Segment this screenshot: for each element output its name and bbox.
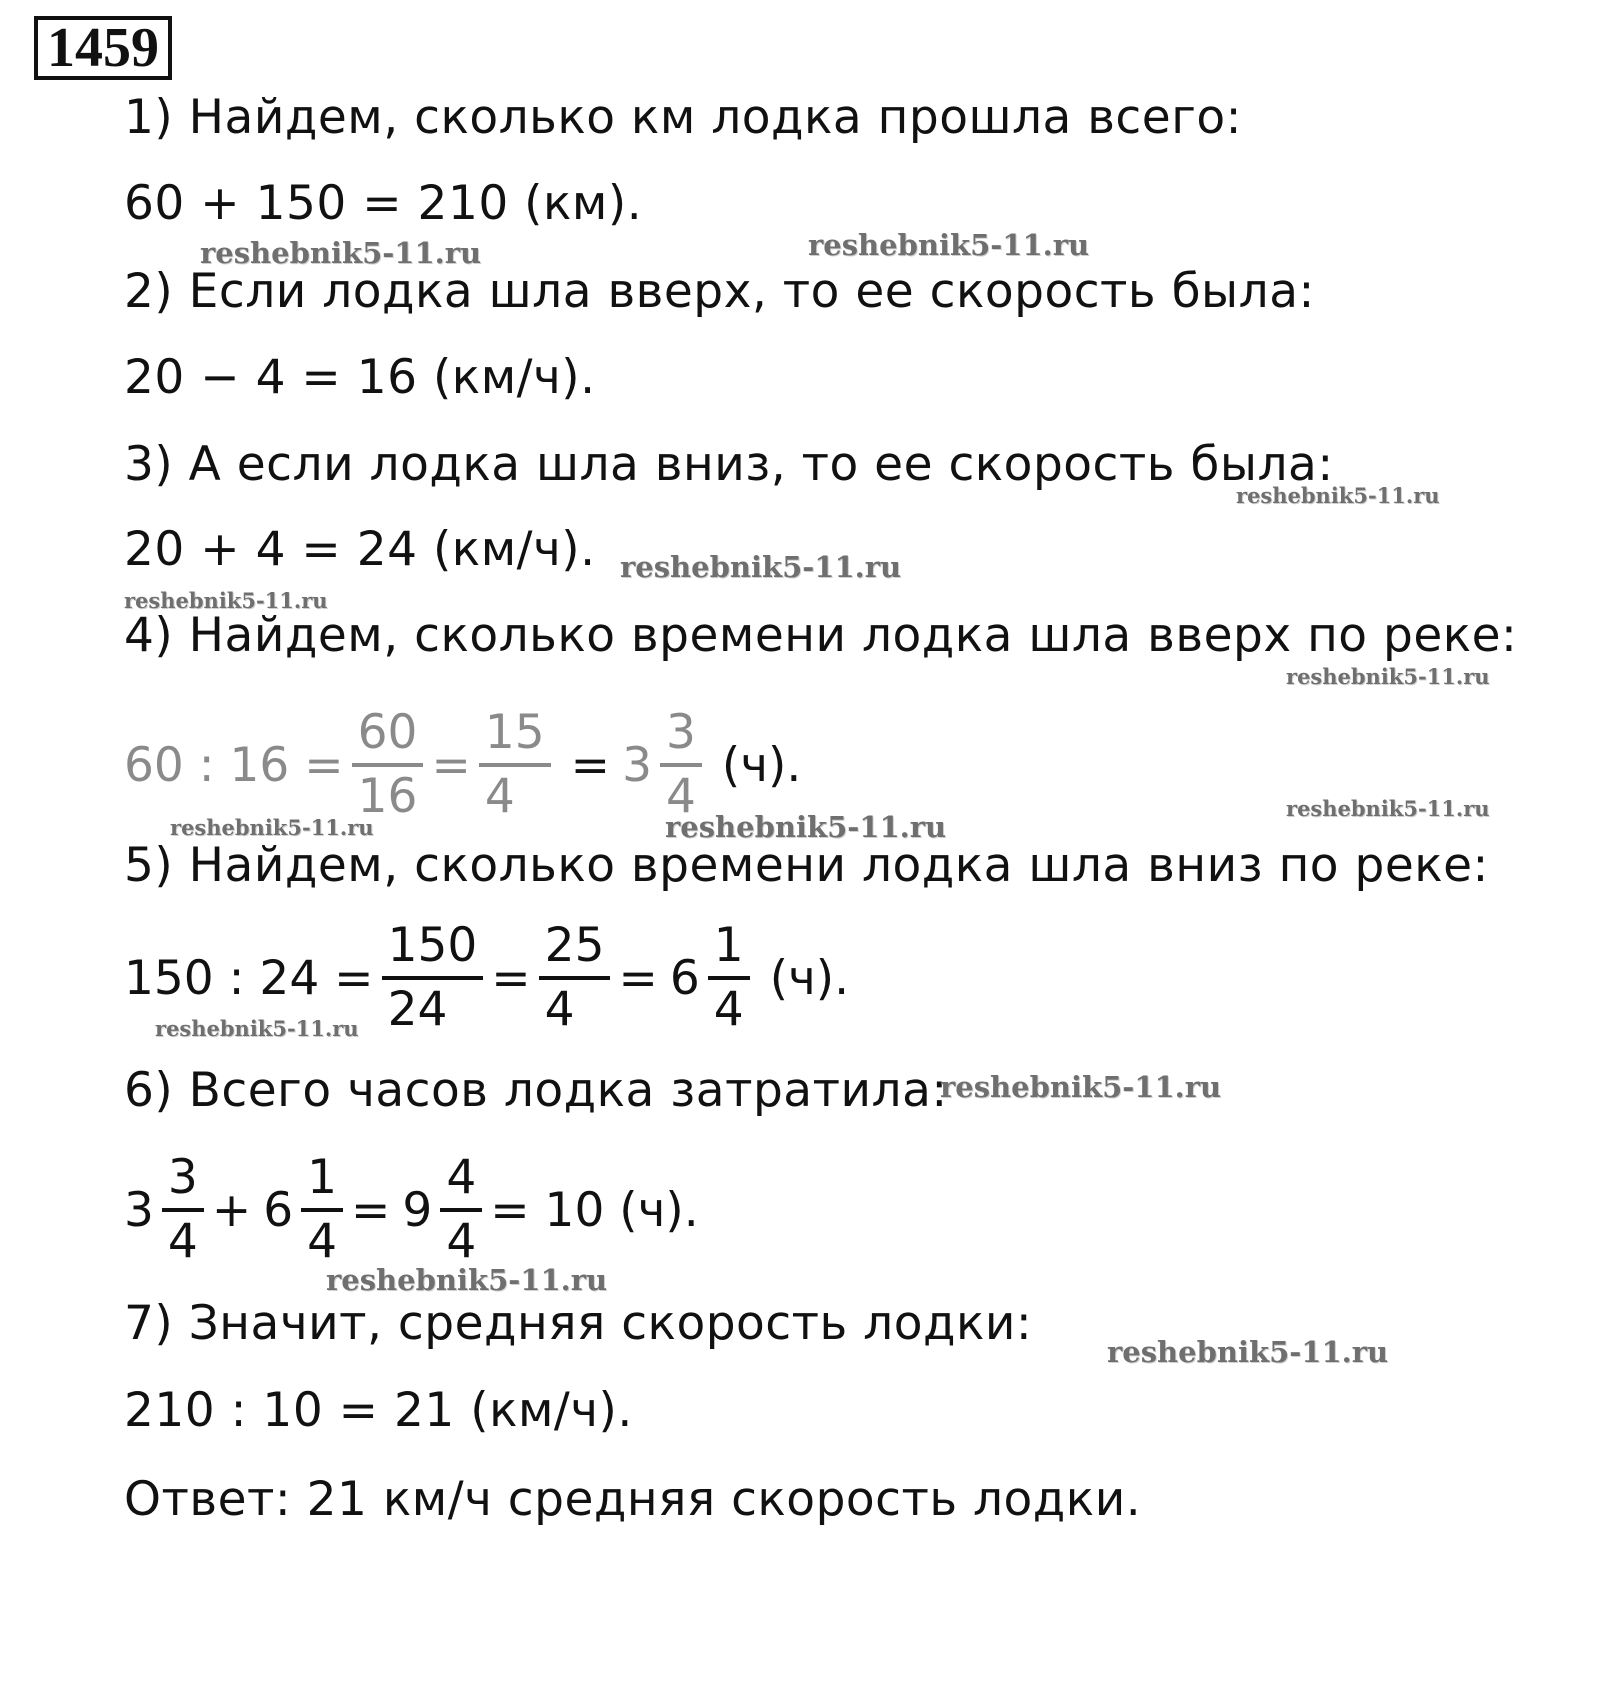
step-3-calc: 20 + 4 = 24 (км/ч).	[124, 522, 596, 577]
step-3-text: 3) А если лодка шла вниз, то ее скорость была:	[124, 437, 1334, 492]
expr6-b-num: 1	[307, 1150, 338, 1205]
expr4-f3-den: 4	[665, 769, 696, 824]
watermark: reshebnik5-11.ru	[665, 810, 947, 844]
expr6-fraction-b	[301, 1148, 343, 1272]
expr5-f1-num: 150	[387, 918, 478, 973]
expr5-fraction-2	[539, 916, 611, 1040]
expr5-f1-den: 24	[387, 982, 448, 1037]
watermark: reshebnik5-11.ru	[940, 1070, 1222, 1104]
answer: Ответ: 21 км/ч средняя скорость лодки.	[124, 1472, 1142, 1527]
watermark: reshebnik5-11.ru	[155, 1016, 359, 1041]
expr6-w1: 3	[124, 1182, 154, 1238]
step-2-calc: 20 − 4 = 16 (км/ч).	[124, 350, 596, 405]
expr5-eq-2: =	[618, 950, 658, 1006]
expr4-fraction-3	[660, 703, 702, 827]
expr5-fraction-3	[708, 916, 750, 1040]
step-7-text: 7) Значит, средняя скорость лодки:	[124, 1296, 1033, 1351]
expr5-whole: 6	[669, 950, 700, 1006]
watermark: reshebnik5-11.ru	[170, 815, 374, 840]
expr4-f1-den: 16	[357, 769, 418, 824]
task-number: 1459	[34, 16, 172, 80]
expr4-fraction-2	[479, 703, 551, 827]
watermark: reshebnik5-11.ru	[1286, 664, 1490, 689]
expr6-fraction-c	[440, 1148, 482, 1272]
expr4-whole: 3	[622, 737, 652, 793]
expr5-unit: (ч).	[769, 950, 850, 1006]
expr4-fraction-1	[352, 703, 424, 827]
expr5-fraction-1	[382, 916, 484, 1040]
expr6-fraction-a	[162, 1148, 204, 1272]
expr6-plus: +	[211, 1182, 252, 1238]
expr5-lhs: 150 : 24 =	[124, 950, 374, 1006]
expr6-a-num: 3	[167, 1150, 198, 1205]
expr4-f2-den: 4	[484, 769, 515, 824]
expr6-c-den: 4	[446, 1214, 477, 1269]
watermark: reshebnik5-11.ru	[326, 1263, 608, 1297]
watermark: reshebnik5-11.ru	[124, 588, 328, 613]
expr6-eq: =	[351, 1182, 391, 1238]
expr4-eq-1: =	[431, 737, 471, 793]
expr5-f2-num: 25	[544, 918, 605, 973]
expr6-a-den: 4	[167, 1214, 198, 1269]
expr5-f3-den: 4	[713, 982, 744, 1037]
watermark: reshebnik5-11.ru	[1236, 483, 1440, 508]
expr4-eq-2: =	[570, 737, 611, 793]
step-7-calc: 210 : 10 = 21 (км/ч).	[124, 1383, 633, 1438]
watermark: reshebnik5-11.ru	[200, 236, 482, 270]
expr4-lhs: 60 : 16 =	[124, 737, 344, 793]
step-2-text: 2) Если лодка шла вверх, то ее скорость была:	[124, 264, 1315, 319]
watermark: reshebnik5-11.ru	[808, 228, 1090, 262]
watermark: reshebnik5-11.ru	[1286, 796, 1490, 821]
expr4-f3-num: 3	[665, 705, 696, 760]
step-6-text: 6) Всего часов лодка затратила:	[124, 1063, 948, 1118]
step-1-text: 1) Найдем, сколько км лодка прошла всего:	[124, 90, 1242, 145]
watermark: reshebnik5-11.ru	[620, 550, 902, 584]
expr4-f1-num: 60	[357, 705, 418, 760]
watermark: reshebnik5-11.ru	[1107, 1335, 1389, 1369]
step-4-text: 4) Найдем, сколько времени лодка шла вверх по реке:	[124, 608, 1518, 663]
expr6-b-den: 4	[307, 1214, 338, 1269]
expr5-f2-den: 4	[544, 982, 575, 1037]
step-1-calc: 60 + 150 = 210 (км).	[124, 176, 643, 231]
expr4-f2-num: 15	[484, 705, 545, 760]
expr6-w2: 6	[263, 1182, 294, 1238]
expr5-eq-1: =	[491, 950, 531, 1006]
expr6-rest: = 10 (ч).	[490, 1182, 699, 1238]
expr6-c-num: 4	[446, 1150, 477, 1205]
expr4-unit: (ч).	[721, 737, 802, 793]
expr6-w3: 9	[402, 1182, 433, 1238]
expr5-f3-num: 1	[713, 918, 744, 973]
step-5-text: 5) Найдем, сколько времени лодка шла вниз по реке:	[124, 838, 1489, 893]
